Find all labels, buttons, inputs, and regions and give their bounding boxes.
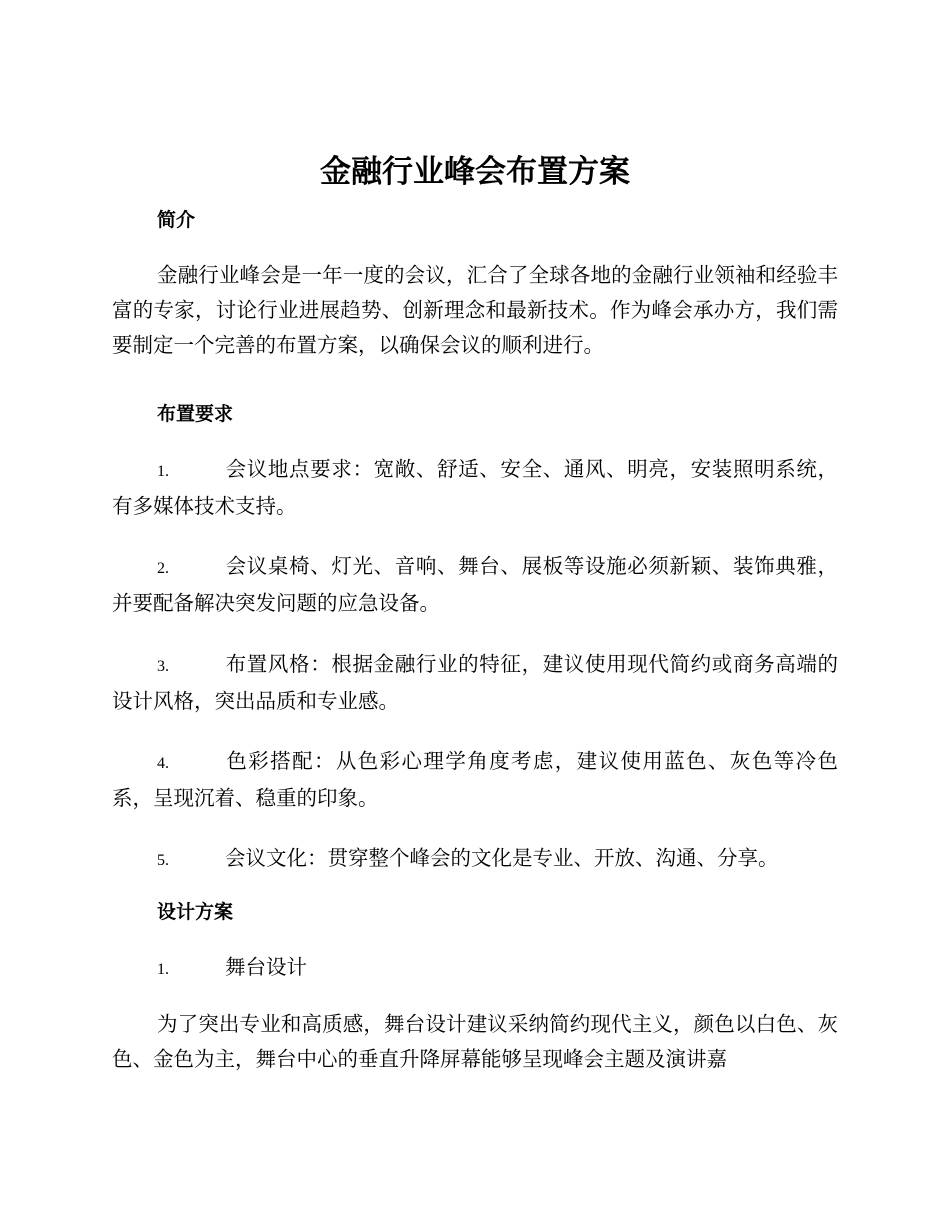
list-item xyxy=(112,452,838,524)
list-item-number: 3. xyxy=(157,658,169,675)
list-item-number: 1. xyxy=(157,463,169,480)
section-heading-intro: 简介 xyxy=(157,209,196,231)
list-item xyxy=(112,841,838,878)
list-item-number: 4. xyxy=(157,755,169,772)
intro-paragraph: 金融行业峰会是一年一度的会议，汇合了全球各地的金融行业领袖和经验丰富的专家，讨论行业进展趋势、创新理念和最新技术。作为峰会承办方，我们需要制定一个完善的布置方案，以确保会议的顺利进行。 xyxy=(112,263,838,357)
list-item xyxy=(112,647,838,719)
list-item-text: 布置风格：根据金融行业的特征，建议使用现代简约或商务高端的设计风格，突出品质和专业感。 xyxy=(112,652,838,713)
design-paragraph: 为了突出专业和高质感，舞台设计建议采纳简约现代主义，颜色以白色、灰色、金色为主，舞台中心的垂直升降屏幕能够呈现峰会主题及演讲嘉 xyxy=(112,1012,838,1071)
list-item-number: 5. xyxy=(157,852,169,869)
subitem-text: 舞台设计 xyxy=(225,955,307,979)
list-item-number: 2. xyxy=(157,560,169,577)
list-item-text: 会议地点要求：宽敞、舒适、安全、通风、明亮，安装照明系统，有多媒体技术支持。 xyxy=(112,457,838,518)
section-heading-requirements: 布置要求 xyxy=(157,403,234,425)
subitem-number: 1. xyxy=(157,961,169,978)
design-subitem xyxy=(112,950,838,987)
list-item-text: 会议桌椅、灯光、音响、舞台、展板等设施必须新颖、装饰典雅，并要配备解决突发问题的应急设备。 xyxy=(112,554,838,615)
section-heading-design: 设计方案 xyxy=(157,901,234,923)
list-item xyxy=(112,549,838,621)
document-title: 金融行业峰会布置方案 xyxy=(320,154,630,190)
list-item-text: 色彩搭配：从色彩心理学角度考虑，建议使用蓝色、灰色等冷色系，呈现沉着、稳重的印象。 xyxy=(112,749,838,810)
list-item xyxy=(112,744,838,816)
list-item-text: 会议文化：贯穿整个峰会的文化是专业、开放、沟通、分享。 xyxy=(225,846,779,870)
